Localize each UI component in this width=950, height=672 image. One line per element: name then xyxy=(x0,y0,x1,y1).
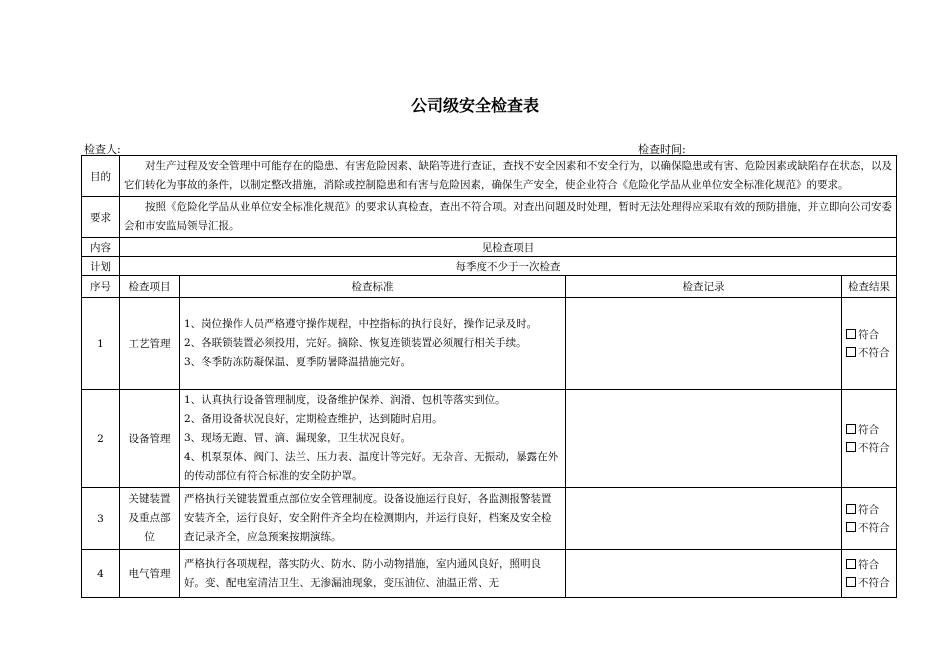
purpose-row xyxy=(82,156,897,197)
standard-line: 严格执行关键装置重点部位安全管理制度。设备设施运行良好，各监测报警装置安装齐全，运行良好，安全附件齐全均在检测期内，并运行良好，档案及安全检查记录齐全，应急预案按期演练。 xyxy=(184,493,552,543)
content-text: 见检查项目 xyxy=(120,238,897,257)
inspection-time-label: 检查时间: xyxy=(638,143,686,156)
standard-line: 1、认真执行设备管理制度，设备维护保养、润滑、包机等落实到位。 xyxy=(184,394,506,406)
checkbox-icon[interactable] xyxy=(846,347,856,357)
header-record: 检查记录 xyxy=(566,276,842,298)
row-number: 3 xyxy=(82,488,120,550)
page-title: 公司级安全检查表 xyxy=(410,96,539,115)
row-item: 电气管理 xyxy=(120,550,180,598)
pass-option[interactable]: 符合 xyxy=(846,501,892,519)
header-standard: 检查标准 xyxy=(180,276,566,298)
standard-line: 2、各联锁装置必须投用，完好。摘除、恢复连锁装置必须履行相关手续。 xyxy=(184,337,527,349)
checkbox-icon[interactable] xyxy=(846,442,856,452)
row-item: 设备管理 xyxy=(120,390,180,488)
row-standard xyxy=(180,390,566,488)
table-row xyxy=(82,488,897,550)
content-row xyxy=(82,238,897,257)
row-record-cell[interactable] xyxy=(566,488,842,550)
checkbox-icon[interactable] xyxy=(846,559,856,569)
header-item: 检查项目 xyxy=(120,276,180,298)
checkbox-icon[interactable] xyxy=(846,424,856,434)
requirement-text: 按照《危险化学品从业单位安全标准化规范》的要求认真检查，查出不符合项。对查出问题及时处理，暂时无法处理得应采取有效的预防措施，并立即向公司安委会和市安监局领导汇报。 xyxy=(120,197,897,238)
row-item: 工艺管理 xyxy=(120,298,180,390)
row-item: 关键装置及重点部位 xyxy=(120,488,180,550)
row-number: 4 xyxy=(82,550,120,598)
row-standard xyxy=(180,298,566,390)
row-result xyxy=(842,488,897,550)
table-row xyxy=(82,390,897,488)
standard-line: 3、现场无跑、冒、滴、漏现象，卫生状况良好。 xyxy=(184,432,412,444)
standard-line: 3、冬季防冻防凝保温、夏季防暑降温措施完好。 xyxy=(184,356,412,368)
fail-option[interactable]: 不符合 xyxy=(846,574,892,592)
row-number: 1 xyxy=(82,298,120,390)
row-result xyxy=(842,298,897,390)
plan-row xyxy=(82,257,897,276)
row-number: 2 xyxy=(82,390,120,488)
checkbox-icon[interactable] xyxy=(846,329,856,339)
purpose-text: 对生产过程及安全管理中可能存在的隐患、有害危险因素、缺陷等进行查证，查找不安全因素和不安全行为，以确保隐患或有害、危险因素或缺陷存在状态，以及它们转化为事故的条件，以制定整改措施，消除或控制隐患和有害与危险因素，确保生产安全，使企业符合《危险化学品从业单位安全标准化规范》的要求。 xyxy=(120,156,897,197)
requirement-label: 要求 xyxy=(82,197,120,238)
standard-line: 2、备用设备状况良好，定期检查维护，达到随时启用。 xyxy=(184,413,443,425)
content-label: 内容 xyxy=(82,238,120,257)
row-result xyxy=(842,390,897,488)
table-row xyxy=(82,298,897,390)
row-record-cell[interactable] xyxy=(566,550,842,598)
pass-option[interactable]: 符合 xyxy=(846,421,892,439)
row-record-cell[interactable] xyxy=(566,298,842,390)
fail-option[interactable]: 不符合 xyxy=(846,439,892,457)
checkbox-icon[interactable] xyxy=(846,522,856,532)
requirement-row xyxy=(82,197,897,238)
checkbox-icon[interactable] xyxy=(846,504,856,514)
header-no: 序号 xyxy=(82,276,120,298)
purpose-label: 目的 xyxy=(82,156,120,197)
table-row xyxy=(82,550,897,598)
row-standard xyxy=(180,488,566,550)
fail-option[interactable]: 不符合 xyxy=(846,519,892,537)
inspector-label: 检查人: xyxy=(84,143,121,156)
inspection-table xyxy=(81,155,897,598)
header-result: 检查结果 xyxy=(842,276,897,298)
standard-line: 4、机泵泵体、阀门、法兰、压力表、温度计等完好。无杂音、无振动，暴露在外的传动部位有符合标准的安全防护罩。 xyxy=(184,451,559,482)
standard-line: 严格执行各项规程，落实防火、防水、防小动物措施，室内通风良好，照明良好。变、配电室清洁卫生、无渗漏油现象，变压油位、油温正常、无 xyxy=(184,557,541,589)
row-record-cell[interactable] xyxy=(566,390,842,488)
checkbox-icon[interactable] xyxy=(846,577,856,587)
row-result xyxy=(842,550,897,598)
plan-text: 每季度不少于一次检查 xyxy=(120,257,897,276)
plan-label: 计划 xyxy=(82,257,120,276)
pass-option[interactable]: 符合 xyxy=(846,556,892,574)
pass-option[interactable]: 符合 xyxy=(846,326,892,344)
row-standard xyxy=(180,550,566,598)
fail-option[interactable]: 不符合 xyxy=(846,344,892,362)
standard-line: 1、岗位操作人员严格遵守操作规程，中控指标的执行良好，操作记录及时。 xyxy=(184,318,538,330)
header-row xyxy=(82,276,897,298)
